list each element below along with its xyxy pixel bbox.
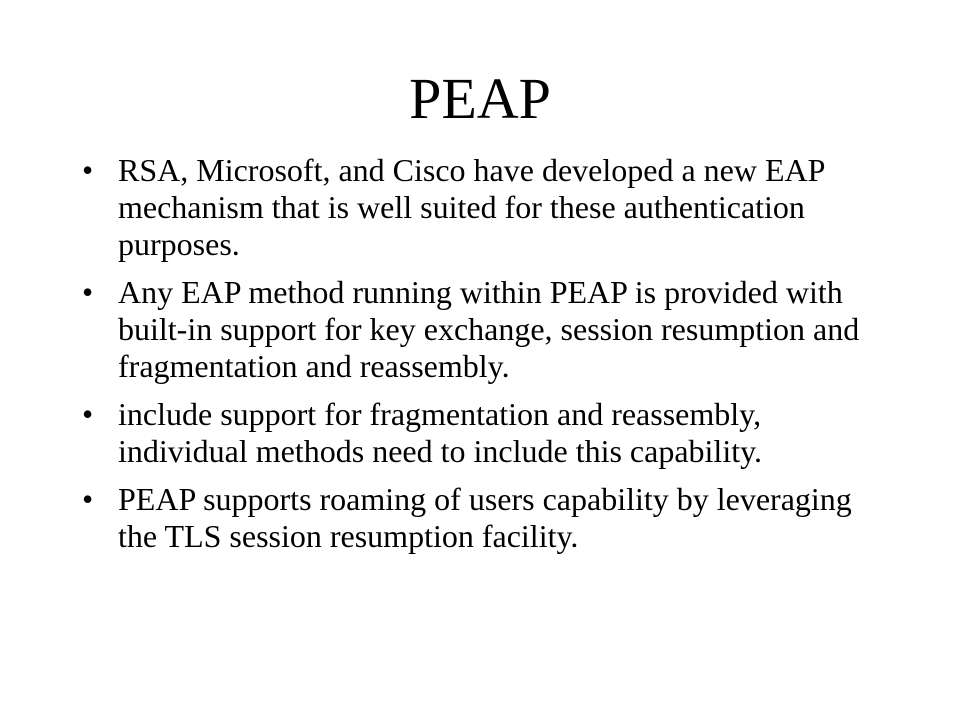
bullet-text: RSA, Microsoft, and Cisco have developed a new EAP mechanism that is well suited for these authentication purposes.: [118, 152, 825, 262]
bullet-item: [82, 396, 882, 470]
bullet-text: PEAP supports roaming of users capability by leveraging the TLS session resumption facility.: [118, 481, 852, 554]
bullet-text: Any EAP method running within PEAP is provided with built-in support for key exchange, session resumption and fragmentation and reassembly.: [118, 274, 860, 384]
bullet-point-icon: •: [82, 152, 94, 188]
bullet-point-icon: •: [82, 396, 94, 432]
bullet-text: include support for fragmentation and reassembly, individual methods need to include this capability.: [118, 396, 763, 469]
bullet-point-icon: •: [82, 274, 94, 310]
bullet-item: [82, 481, 882, 555]
bullet-list: [82, 152, 882, 566]
bullet-item: [82, 274, 882, 385]
bullet-item: [82, 152, 882, 263]
bullet-point-icon: •: [82, 481, 94, 517]
slide-title: PEAP: [409, 66, 551, 131]
